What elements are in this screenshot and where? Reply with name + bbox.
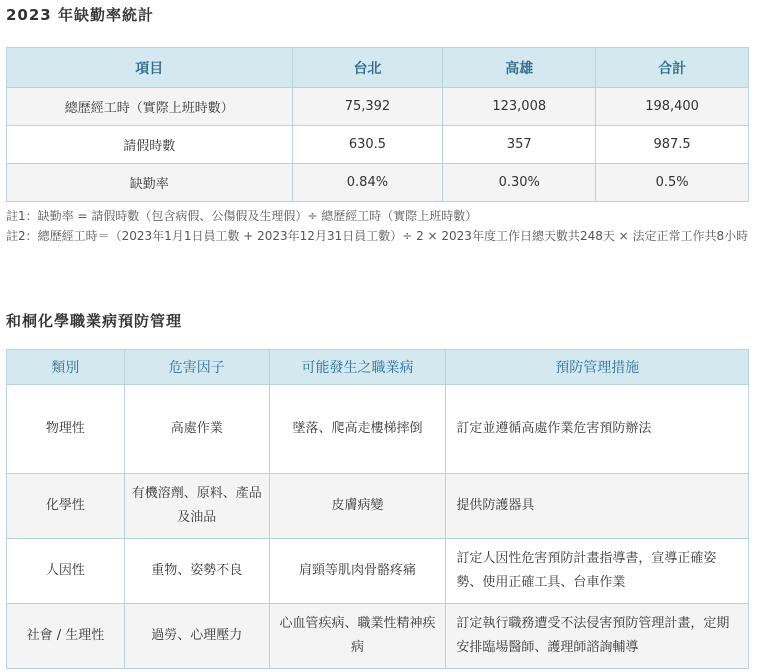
- cell-value: 198,400: [596, 88, 749, 126]
- category-cell: 社會 / 生理性: [7, 604, 125, 669]
- row-label: 請假時數: [7, 126, 293, 164]
- table-row: [7, 88, 749, 126]
- table-header-row: [7, 350, 749, 385]
- cell-value: 987.5: [596, 126, 749, 164]
- hazard-cell: 高處作業: [124, 385, 269, 474]
- occupational-disease-table: [6, 349, 749, 669]
- note-label: 註2：: [6, 229, 38, 243]
- cell-value: 123,008: [443, 88, 596, 126]
- disease-cell: 心血管疾病、職業性精神疾病: [269, 604, 446, 669]
- disease-cell: 皮膚病變: [269, 474, 446, 539]
- measures-cell: 訂定人因性危害預防計畫指導書，宣導正確姿勢、使用正確工具、台車作業: [446, 539, 749, 604]
- absence-rate-title: 2023 年缺勤率統計: [6, 6, 154, 24]
- table-row: [7, 385, 749, 474]
- hazard-cell: 有機溶劑、原料、產品及油品: [124, 474, 269, 539]
- hazard-cell: 過勞、心理壓力: [124, 604, 269, 669]
- disease-cell: 墜落、爬高走樓梯摔倒: [269, 385, 446, 474]
- table-row: [7, 604, 749, 669]
- measures-cell: 提供防護器具: [446, 474, 749, 539]
- note-text: 總歷經工時＝（2023年1月1日員工數 + 2023年12月31日員工數）÷ 2 × 2023年度工作日總天數共248天 × 法定正常工作共8小時: [37, 229, 749, 243]
- cell-value: 75,392: [292, 88, 443, 126]
- table-row: [7, 474, 749, 539]
- cell-value: 357: [443, 126, 596, 164]
- header-hazard: 危害因子: [124, 350, 269, 385]
- cell-value: 630.5: [292, 126, 443, 164]
- note-1: [6, 206, 751, 226]
- category-cell: 化學性: [7, 474, 125, 539]
- table-header-row: [7, 48, 749, 88]
- cell-value: 0.5%: [596, 164, 749, 202]
- header-measures: 預防管理措施: [446, 350, 749, 385]
- header-disease: 可能發生之職業病: [269, 350, 446, 385]
- cell-value: 0.30%: [443, 164, 596, 202]
- table-row: [7, 126, 749, 164]
- note-label: 註1：: [6, 209, 38, 223]
- occupational-disease-title: 和桐化學職業病預防管理: [6, 312, 183, 330]
- row-label: 總歷經工時（實際上班時數）: [7, 88, 293, 126]
- header-kaohsiung: 高雄: [443, 48, 596, 88]
- table-row: [7, 539, 749, 604]
- absence-rate-table: [6, 47, 749, 202]
- table-notes: [6, 206, 751, 246]
- note-2: [6, 226, 751, 246]
- row-label: 缺勤率: [7, 164, 293, 202]
- table-row: [7, 164, 749, 202]
- measures-cell: 訂定執行職務遭受不法侵害預防管理計畫，定期安排臨場醫師、護理師諮詢輔導: [446, 604, 749, 669]
- cell-value: 0.84%: [292, 164, 443, 202]
- header-total: 合計: [596, 48, 749, 88]
- category-cell: 物理性: [7, 385, 125, 474]
- note-text: 缺勤率 = 請假時數（包含病假、公傷假及生理假）÷ 總歷經工時（實際上班時數）: [37, 209, 478, 223]
- header-item: 項目: [7, 48, 293, 88]
- header-taipei: 台北: [292, 48, 443, 88]
- hazard-cell: 重物、姿勢不良: [124, 539, 269, 604]
- disease-cell: 肩頸等肌肉骨骼疼痛: [269, 539, 446, 604]
- header-category: 類別: [7, 350, 125, 385]
- category-cell: 人因性: [7, 539, 125, 604]
- measures-cell: 訂定並遵循高處作業危害預防辦法: [446, 385, 749, 474]
